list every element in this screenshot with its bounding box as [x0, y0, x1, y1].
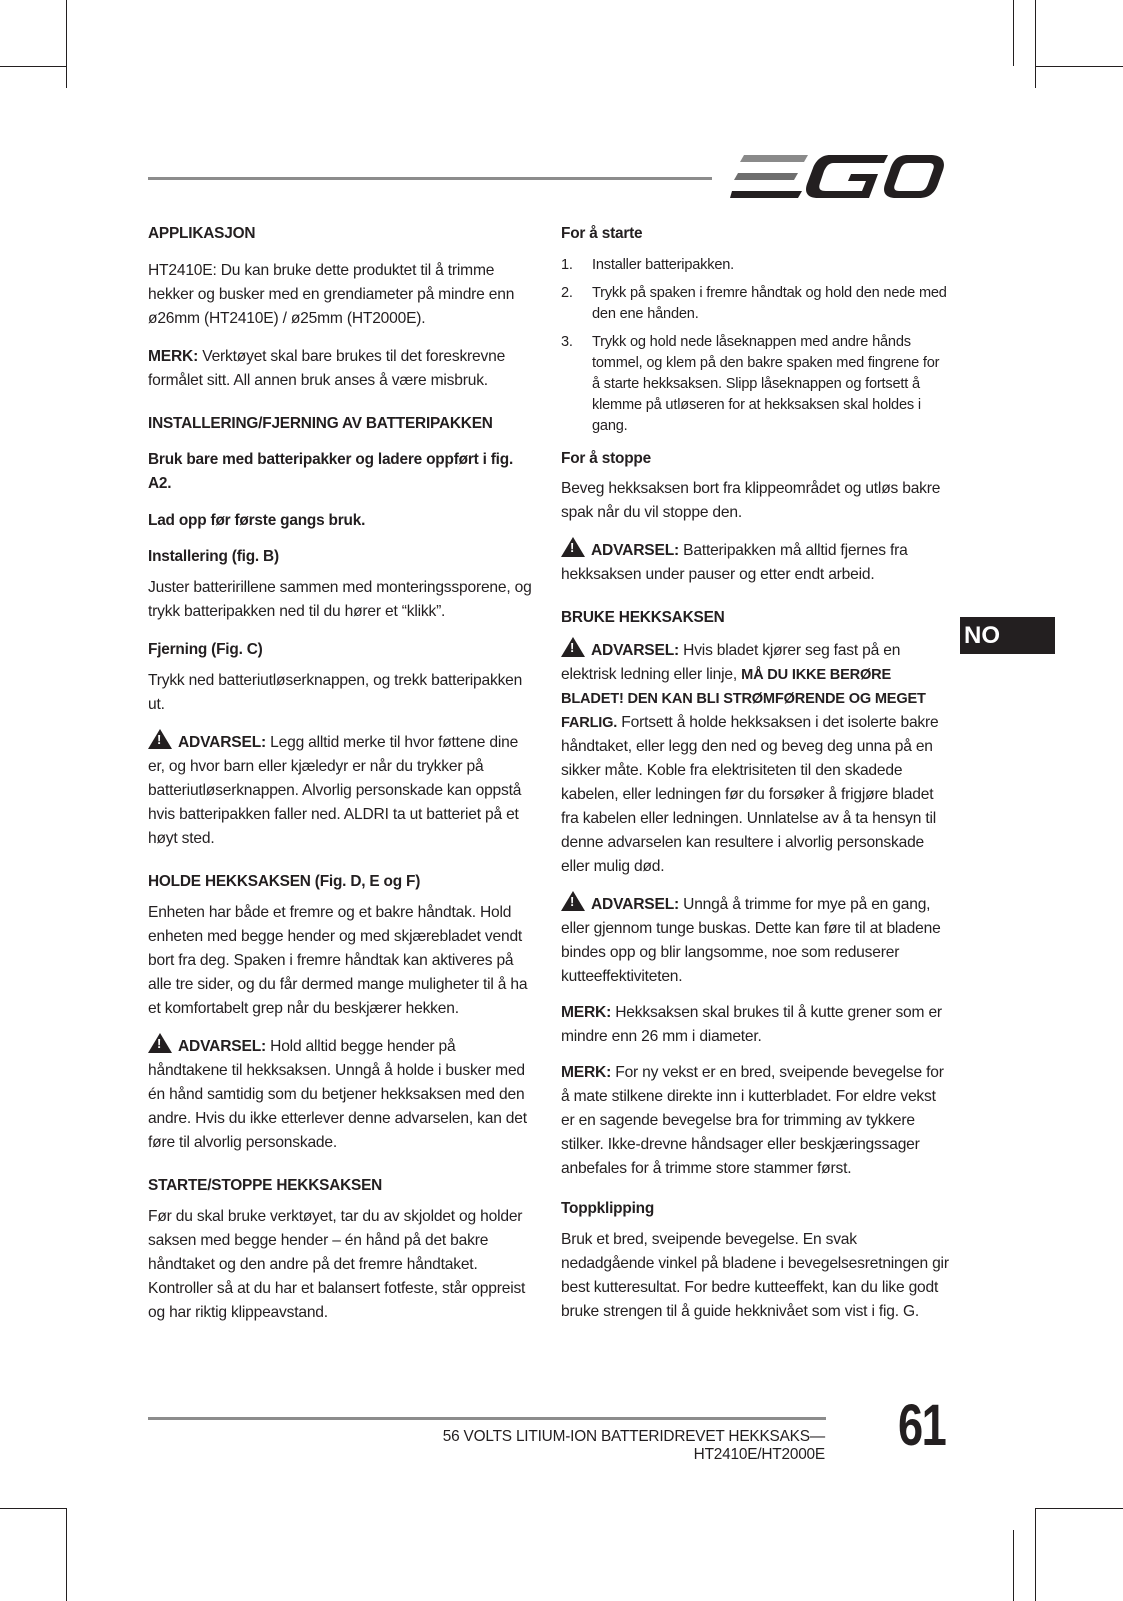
note-merk-2: MERK: Hekksaksen skal brukes til å kutte grener som er mindre enn 26 mm i diameter. [561, 1004, 942, 1045]
heading-bruke-hekksaksen: BRUKE HEKKSAKSEN [561, 609, 725, 626]
note-merk-3: MERK: For ny vekst er en bred, sveipende bevegelse for å mate stilkene direkte inn i kutterbladet. For eldre vekst er en sagende bevegelse bra for trimming av tykkere stilker. Ikke-drevne håndsager eller beskjæringssager anbefales for å trimme store stammer først. [561, 1064, 944, 1177]
list-item: 3. Trykk og hold nede låseknappen med andre hånds tommel, og klem på den bakre spaken med fingrene for å starte hekksaksen. Slipp låseknappen og fortsett å klemme på utløseren for at hekksaksen skal holdes i gang. [561, 334, 940, 434]
heading-holde-hekksaksen: HOLDE HEKKSAKSEN (Fig. D, E og F) [148, 873, 421, 890]
heading-applikasjon: APPLIKASJON [148, 225, 256, 242]
warning-1: !ADVARSEL: Legg alltid merke til hvor føttene dine er, og hvor barn eller kjæledyr er når du trykker på batteriutløserknappen. Alvorlig personskade kan oppstå hvis batteripakken faller ned. ALDRI ta ut batteriet på et høyt sted. [148, 729, 532, 851]
paragraph-toppklipping: Bruk et bred, sveipende bevegelse. En svak nedadgående vinkel på bladene i bevegelsesretningen gir best kutteresultat. For bedre kutteeffekt, kan du like godt bruke strengen til å guide hekknivået som vist i fig. G. [561, 1231, 949, 1320]
footer-rule [148, 1417, 826, 1420]
merk-label: MERK: [148, 348, 199, 365]
warning-5: !ADVARSEL: Unngå å trimme for mye på en gang, eller gjennom tunge buskas. Dette kan føre til at bladene bindes opp og blir langsomme, noe som reduserer kutteeffektiviteten. [561, 891, 949, 989]
heading-starte-stoppe: STARTE/STOPPE HEKKSAKSEN [148, 1177, 383, 1194]
warning-icon [561, 537, 585, 557]
heading-fjerning: Fjerning (Fig. C) [148, 641, 263, 658]
paragraph-installering: Juster batteririllene sammen med monteringssporene, og trykk batteripakken ned til du hører et “klikk”. [148, 579, 532, 620]
bold-bruk-bare: Bruk bare med batteripakker og ladere oppført i fig. A2. [148, 451, 514, 492]
heading-for-a-stoppe: For å stoppe [561, 450, 651, 467]
warning-icon [148, 1033, 172, 1053]
heading-toppklipping: Toppklipping [561, 1200, 655, 1217]
language-tab: NO [960, 617, 1055, 654]
paragraph-starte-stoppe: Før du skal bruke verktøyet, tar du av skjoldet og holder saksen med begge hender – én hånd på det bakre håndtaket og den andre på det fremre håndtaket. Kontroller så at du har et balansert fotfeste, står oppreist og har riktig klippeavstand. [148, 1208, 526, 1321]
heading-installering-fjerning: INSTALLERING/FJERNING AV BATTERIPAKKEN [148, 415, 493, 432]
note-merk: MERK: Verktøyet skal bare brukes til det foreskrevne formålet sitt. All annen bruk anses å være misbruk. [148, 348, 506, 389]
left-column [148, 222, 532, 1325]
paragraph-fjerning: Trykk ned batteriutløserknappen, og trekk batteripakken ut. [148, 672, 523, 713]
warning-2: !ADVARSEL: Hold alltid begge hender på håndtakene til hekksaksen. Unngå å holde i busker med én hånd samtidig som du betjener hekksaksen med den andre. Hvis du ikke etterlever denne advarselen, kan det føre til alvorlig personskade. [148, 1033, 532, 1155]
bold-lad-opp: Lad opp før første gangs bruk. [148, 512, 366, 529]
ego-logo [730, 153, 946, 201]
paragraph-applikasjon: HT2410E: Du kan bruke dette produktet til å trimme hekker og busker med en grendiameter på mindre enn ø26mm (HT2410E) / ø25mm (HT2000E). [148, 262, 515, 327]
start-steps-list [561, 255, 949, 437]
paragraph-holde: Enheten har både et fremre og et bakre håndtak. Hold enheten med begge hender og med skjærebladet vendt bort fra deg. Spaken i fremre håndtak kan aktiveres på alle tre sider, og du får dermed mange muligheter til å ha et komfortabelt grep når du beskjærer hekken. [148, 904, 528, 1017]
paragraph-for-a-stoppe: Beveg hekksaksen bort fra klippeområdet og utløs bakre spak når du vil stoppe den. [561, 480, 941, 521]
warning-icon [148, 729, 172, 749]
warning-icon [561, 637, 585, 657]
warning-4: !ADVARSEL: Hvis bladet kjører seg fast på en elektrisk ledning eller linje, MÅ DU IKKE BERØRE BLADET! DEN KAN BLI STRØMFØRENDE OG MEGET FARLIG. Fortsett å holde hekksaksen i det isolerte bakre håndtaket, eller legg den ned og beveg deg unna på en sikker måte. Koble fra elektrisiteten til den skadede kabelen, eller ledningen før du forsøker å frigjøre bladet fra kabelen eller ledningen. Unnlatelse av å ta hensyn til denne advarselen kan resultere i alvorlig personskade eller mulig død. [561, 637, 949, 879]
warning-icon [561, 891, 585, 911]
list-item: 2. Trykk på spaken i fremre håndtak og hold den nede med den ene hånden. [561, 285, 947, 322]
header-rule [148, 177, 712, 180]
heading-for-a-starte: For å starte [561, 225, 643, 242]
right-column [561, 222, 949, 1324]
warning-3: !ADVARSEL: Batteripakken må alltid fjernes fra hekksaksen under pauser og etter endt arbeid. [561, 537, 949, 587]
page-number: 61 [898, 1393, 946, 1458]
footer-title: 56 VOLTS LITIUM-ION BATTERIDREVET HEKKSAKS— HT2410E/HT2000E [442, 1428, 825, 1463]
heading-installering: Installering (fig. B) [148, 548, 279, 565]
list-item: 1. Installer batteripakken. [561, 257, 735, 273]
